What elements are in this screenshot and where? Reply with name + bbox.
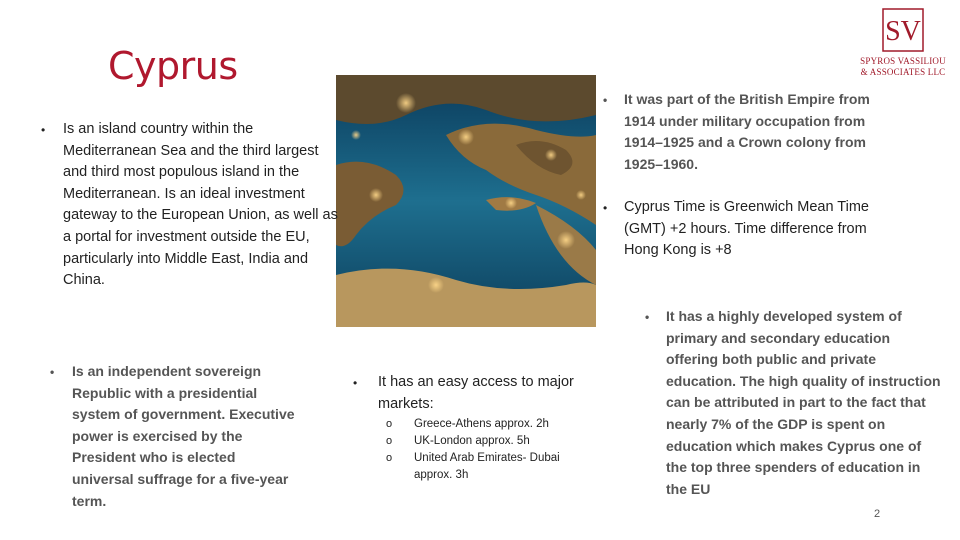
logo-suffix-line: & ASSOCIATES LLC: [860, 67, 946, 77]
bullet-education-text: It has a highly developed system of primary and secondary education offering both public and private education. The high quality of instruction can be attributed in part to the fact that nearly 7% of the GDP is spent on education which makes Cyprus one of the top three spenders of education in the EU: [666, 308, 941, 497]
list-item: [386, 416, 586, 433]
bullet-time-zone: [600, 197, 880, 262]
bullet-marker: •: [645, 310, 650, 324]
sv-monogram-icon: [882, 8, 924, 52]
company-logo: [852, 8, 954, 80]
list-item: [386, 433, 586, 450]
page-number: 2: [874, 508, 881, 520]
markets-sublist: [386, 416, 586, 484]
sub-item-text: UK-London approx. 5h: [414, 435, 530, 447]
bullet-marker: •: [41, 123, 46, 137]
bullet-marker: •: [603, 201, 608, 215]
bullet-empire-text: It was part of the British Empire from 1914 under military occupation from 1914–1925 and a Crown colony from 1925–1960.: [624, 91, 870, 172]
bullet-markets-text: It has an easy access to major markets:: [378, 374, 574, 412]
bullet-marker: •: [353, 376, 358, 390]
bullet-british-empire: [600, 89, 890, 175]
bullet-republic: [50, 361, 300, 512]
slide-title: Cyprus: [108, 44, 238, 88]
bullet-island: [38, 119, 338, 292]
bullet-marker: •: [50, 365, 55, 379]
list-item: [386, 450, 586, 484]
sub-item-text: United Arab Emirates- Dubai approx. 3h: [414, 452, 560, 481]
sub-item-text: Greece-Athens approx. 2h: [414, 418, 549, 430]
mediterranean-night-map-icon: [336, 75, 596, 327]
bullet-republic-text: Is an independent sovereign Republic with a presidential system of government. Executive power is exercised by the President who is elected universal suffrage for a five-year term.: [72, 363, 295, 509]
bullet-education: [642, 306, 942, 500]
logo-name-line: SPYROS VASSILIOU: [860, 56, 946, 66]
sub-bullet-marker: o: [386, 418, 393, 430]
bullet-island-text: Is an island country within the Mediterranean Sea and the third largest and third most populous island in the Mediterranean. Is an ideal investment gateway to the European Union, as well as a portal for investment outside the EU, particularly into Middle East, India and China.: [63, 121, 338, 289]
bullet-time-text: Cyprus Time is Greenwich Mean Time (GMT) +2 hours. Time difference from Hong Kong is +8: [624, 199, 869, 259]
sub-bullet-marker: o: [386, 435, 393, 447]
svg-text:SV: SV: [885, 16, 921, 47]
bullet-markets: [353, 372, 593, 415]
sub-bullet-marker: o: [386, 452, 393, 464]
bullet-marker: •: [603, 93, 608, 107]
